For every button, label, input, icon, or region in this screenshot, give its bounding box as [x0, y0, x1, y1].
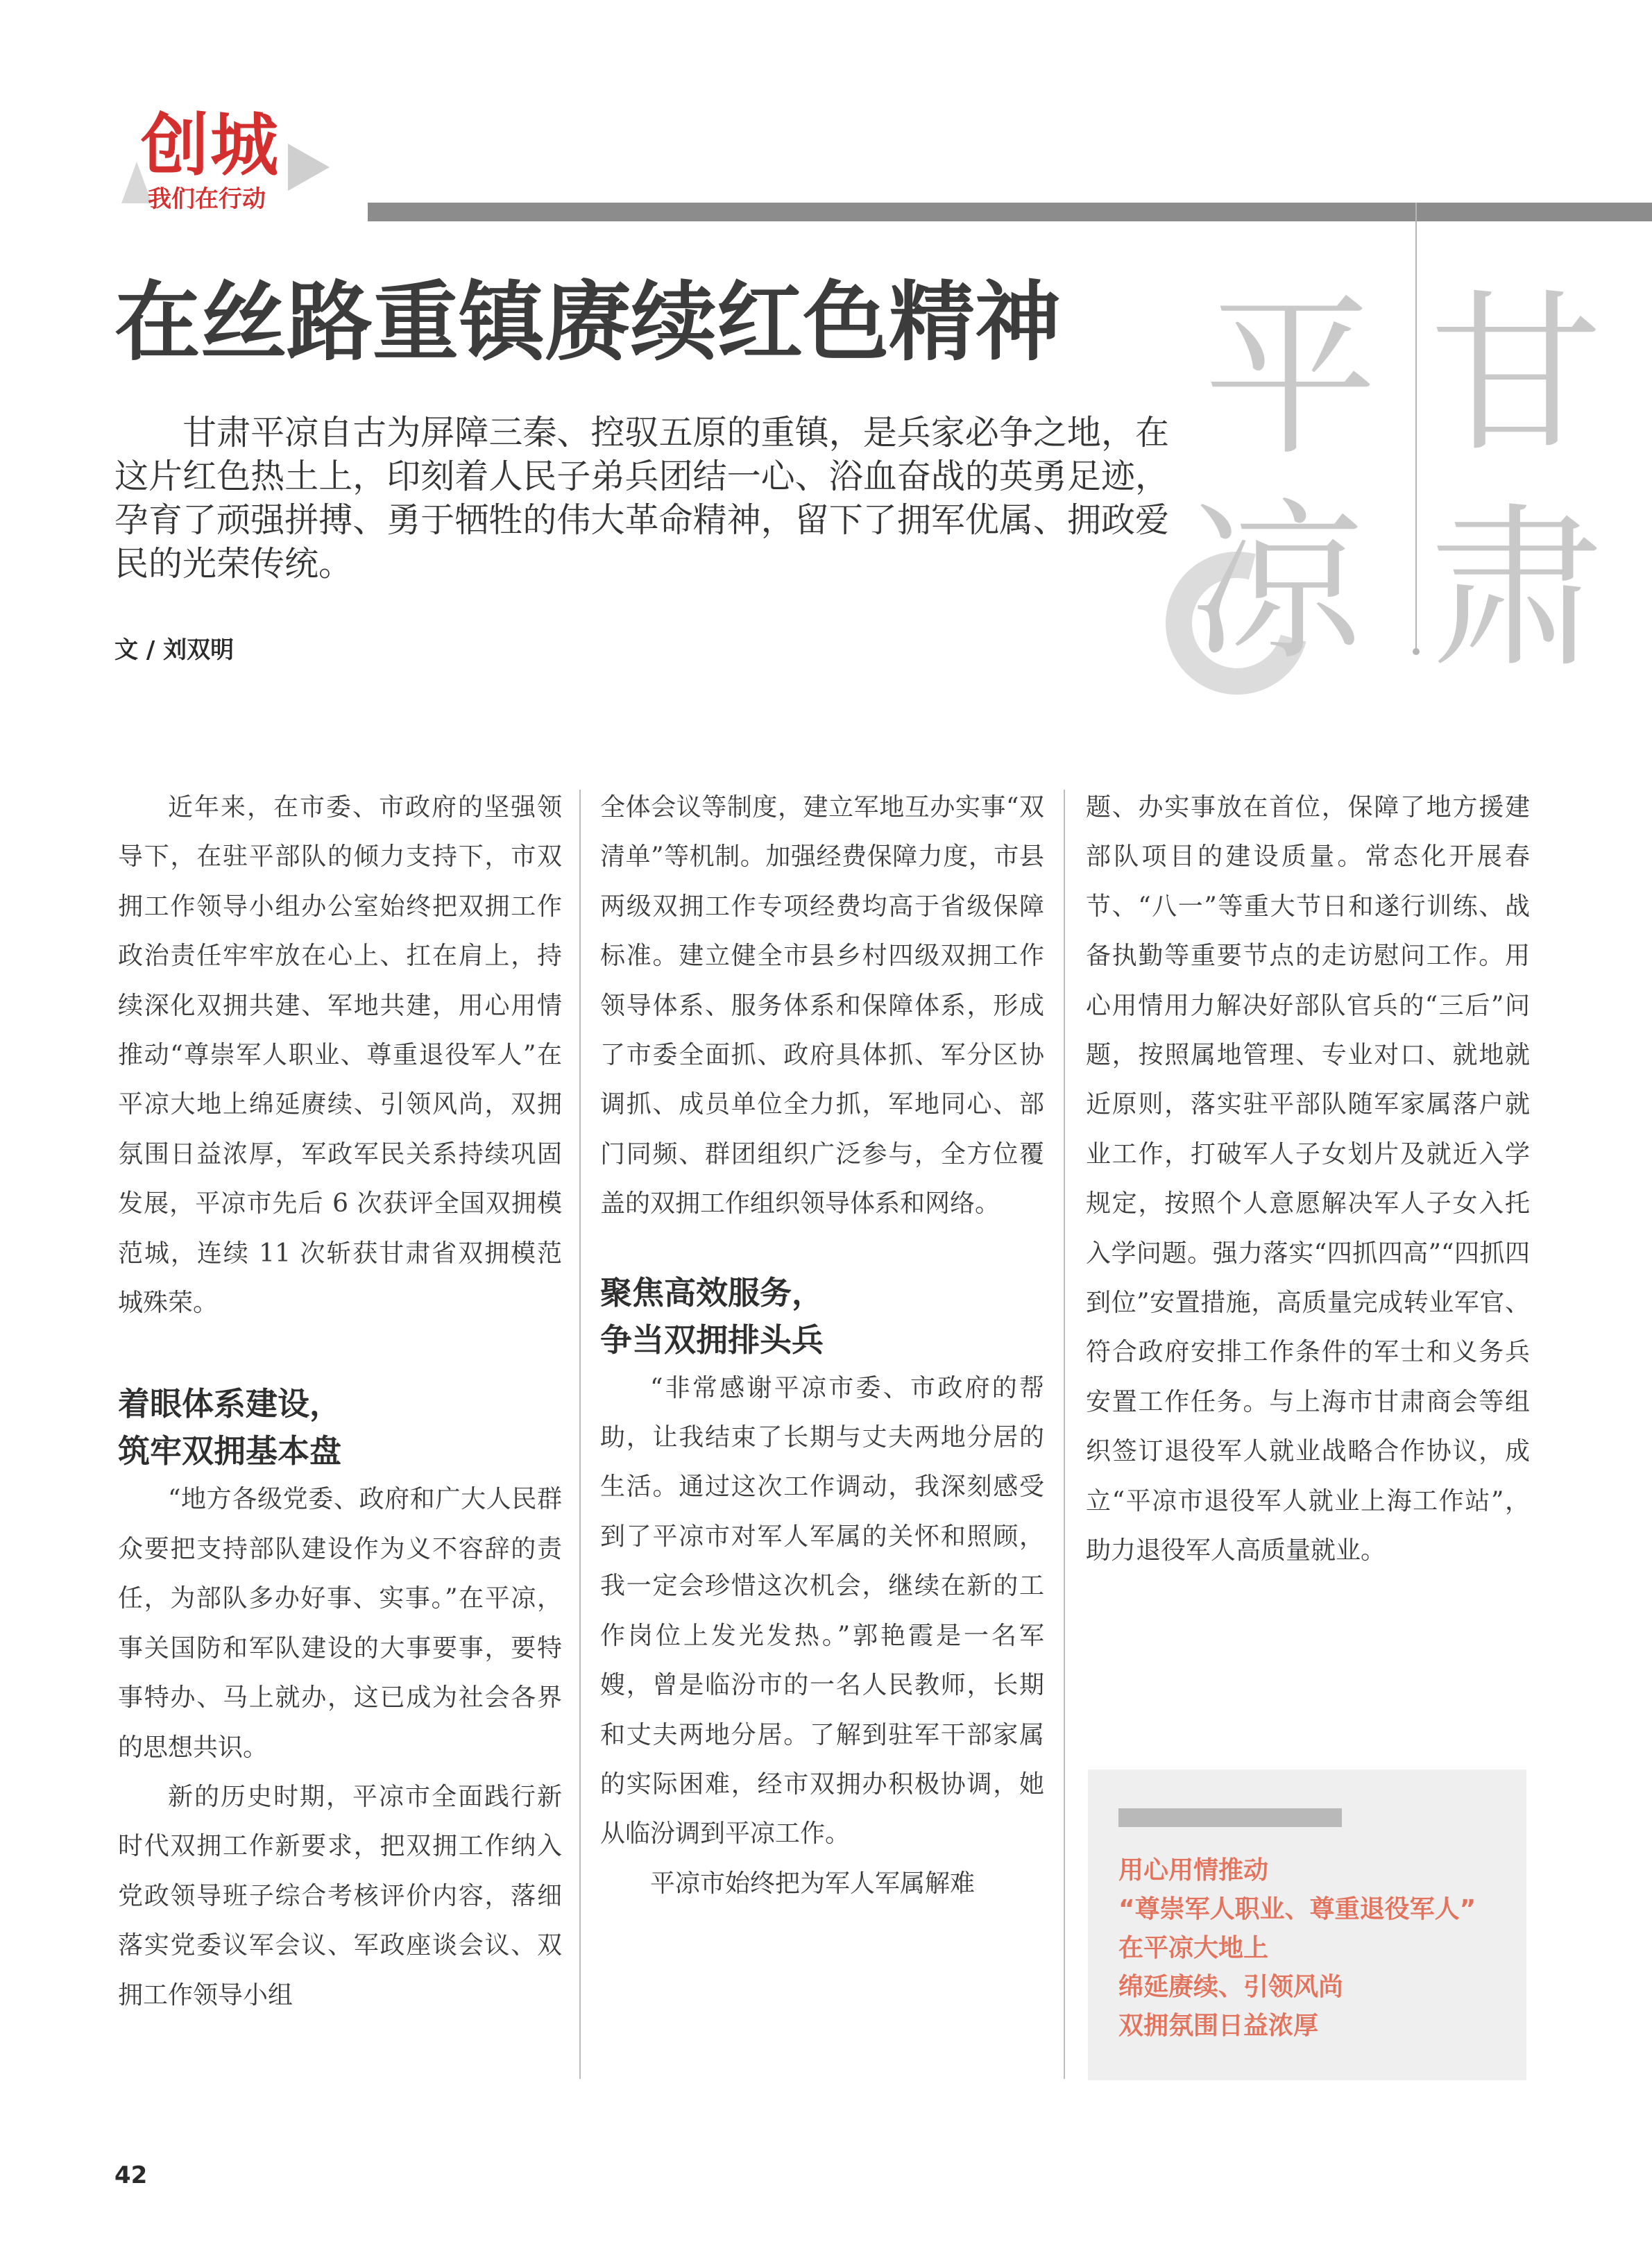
pull-quote-line: “尊崇军人职业、尊重退役军人” — [1118, 1895, 1476, 1923]
pull-quote-line: 双拥氛围日益浓厚 — [1118, 2012, 1319, 2040]
place-char-liang: 凉 — [1190, 482, 1363, 683]
place-char-gan: 甘 — [1429, 273, 1603, 475]
body-paragraph: 近年来，在市委、市政府的坚强领导下，在驻平部队的倾力支持下，市双拥工作领导小组办公室始终把双拥工作政治责任牢牢放在心上、扛在肩上，持续深化双拥共建、军地共建，用心用情推动“尊崇军人职业、尊重退役军人”在平凉大地上绵延赓续、引领风尚，双拥氛围日益浓厚，军政军民关系持续巩固发展，平凉市先后 6 次获评全国双拥模范城，连续 11 次斩获甘肃省双拥模范城殊荣。 — [118, 793, 562, 1318]
article-byline: 文 / 刘双明 — [114, 636, 235, 664]
section-heading: 着眼体系建设， — [118, 1385, 341, 1423]
place-char-su: 肃 — [1429, 489, 1603, 690]
body-paragraph: “地方各级党委、政府和广大人民群众要把支持部队建设作为义不容辞的责任，为部队多办好事、实事。”在平凉，事关国防和军队建设的大事要事，要特事特办、马上就办，这已成为社会各界的思想共识。 — [118, 1485, 562, 1762]
pull-quote-line: 绵延赓续、引领风尚 — [1118, 1973, 1344, 2001]
body-paragraph: 题、办实事放在首位，保障了地方援建部队项目的建设质量。常态化开展春节、“八一”等重大节日和遂行训练、战备执勤等重要节点的走访慰问工作。用心用情用力解决好部队官兵的“三后”问题，按照属地管理、专业对口、就地就近原则，落实驻平部队随军家属落户就业工作，打破军人子女划片及就近入学规定，按照个人意愿解决军人子女入托入学问题。强力落实“四抓四高”“四抓四到位”安置措施，高质量完成转业军官、符合政府安排工作条件的军士和义务兵安置工作任务。与上海市甘肃商会等组织签订退役军人就业战略合作协议，成立“平凉市退役军人就业上海工作站”，助力退役军人高质量就业。 — [1086, 793, 1530, 1565]
article-title: 在丝路重镇赓续红色精神 — [114, 272, 1062, 373]
body-paragraph: “非常感谢平凉市委、市政府的帮助，让我结束了长期与丈夫两地分居的生活。通过这次工作调动，我深刻感受到了平凉市对军人军属的关怀和照顾，我一定会珍惜这次机会，继续在新的工作岗位上发光发热。”郭艳霞是一名军嫂，曾是临汾市的一名人民教师，长期和丈夫两地分居。了解到驻军干部家属的实际困难，经市双拥办积极协调，她从临汾调到平凉工作。 — [600, 1373, 1044, 1849]
section-masthead — [114, 108, 337, 226]
masthead-decor-arrow — [288, 144, 330, 191]
section-heading: 筑牢双拥基本盘 — [118, 1432, 341, 1470]
pull-quote-line: 在平凉大地上 — [1118, 1934, 1269, 1962]
decor-rule-dot — [1413, 648, 1420, 655]
masthead-title: 创城 — [141, 106, 280, 185]
article-lead: 甘肃平凉自古为屏障三秦、控驭五原的重镇，是兵家必争之地，在这片红色热土上，印刻着人民子弟兵团结一心、浴血奋战的英勇足迹，孕育了顽强拼搏、勇于牺牲的伟大革命精神，留下了拥军优属、拥政爱民的光荣传统。 — [114, 413, 1169, 584]
pull-quote-bar — [1118, 1808, 1342, 1827]
body-paragraph: 平凉市始终把为军人军属解难 — [650, 1869, 976, 1898]
page-number: 42 — [114, 2162, 148, 2189]
column-3 — [1086, 783, 1530, 1576]
pull-quote-text — [1118, 1851, 1476, 2046]
body-paragraph: 全体会议等制度，建立军地互办实事“双清单”等机制。加强经费保障力度，市县两级双拥工作专项经费均高于省级保障标准。建立健全市县乡村四级双拥工作领导体系、服务体系和保障体系，形成了市委全面抓、政府具体抓、军分区协调抓、成员单位全力抓，军地同心、部门同频、群团组织广泛参与，全方位覆盖的双拥工作组织领导体系和网络。 — [600, 793, 1044, 1218]
decor-vertical-rule — [1415, 203, 1417, 652]
column-1 — [118, 783, 562, 2020]
body-paragraph: 新的历史时期，平凉市全面践行新时代双拥工作新要求，把双拥工作纳入党政领导班子综合考核评价内容，落细落实党委议军会议、军政座谈会议、双拥工作领导小组 — [118, 1782, 562, 2010]
pull-quote-box — [1088, 1769, 1526, 2080]
section-heading: 聚焦高效服务， — [600, 1273, 824, 1311]
column-divider — [1064, 790, 1065, 2079]
column-divider — [579, 790, 581, 2079]
masthead-subtitle: 我们在行动 — [148, 185, 266, 213]
column-2 — [600, 783, 1044, 1908]
place-char-ping: 平 — [1204, 277, 1377, 479]
section-heading: 争当双拥排头兵 — [600, 1320, 824, 1359]
pull-quote-line: 用心用情推动 — [1118, 1856, 1269, 1885]
header-rule — [368, 203, 1652, 221]
